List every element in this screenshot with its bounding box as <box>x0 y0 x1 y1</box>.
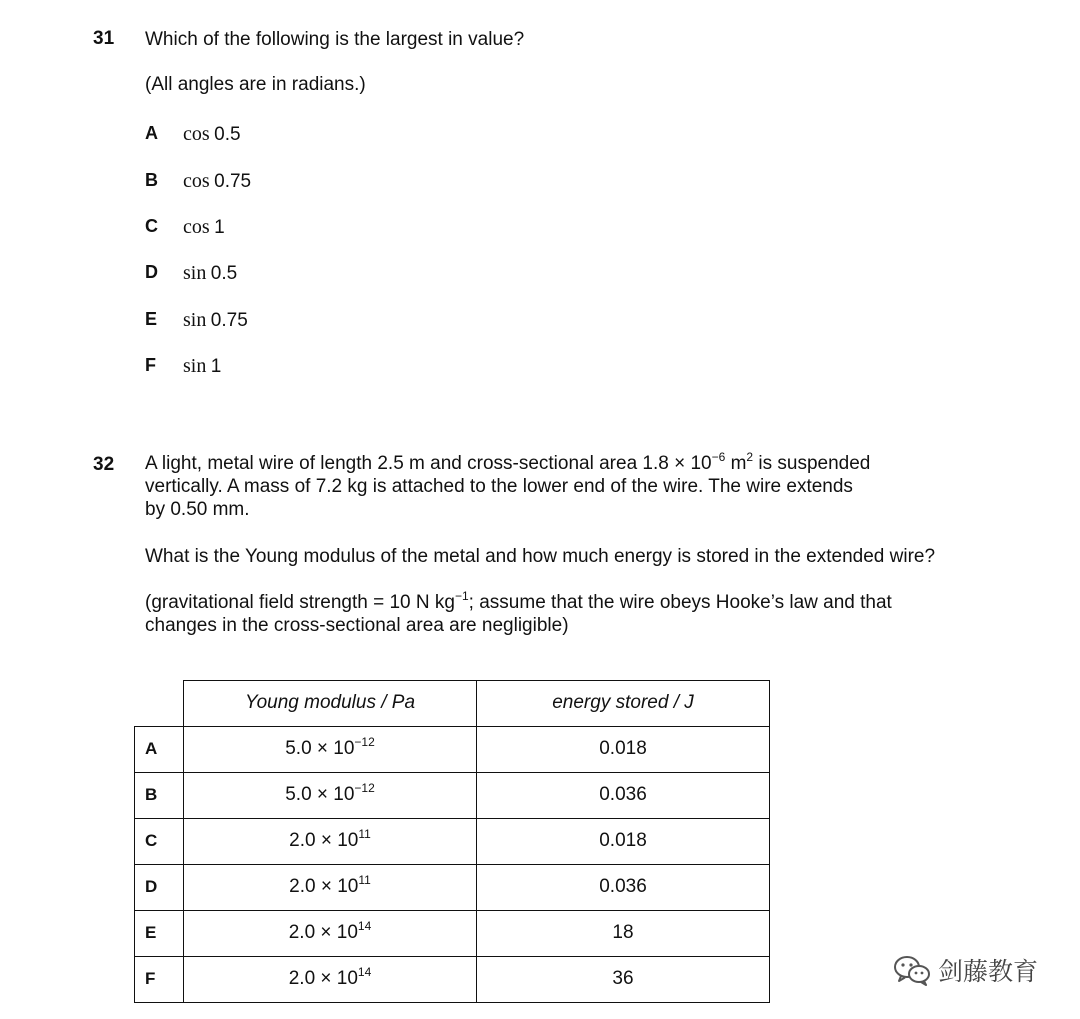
note-exponent: −1 <box>454 588 469 603</box>
option-fn: sin <box>183 355 207 377</box>
energy-cell: 18 <box>477 910 770 956</box>
table-row[interactable] <box>135 956 770 1002</box>
para-unit: m <box>725 453 747 474</box>
option-label: C <box>145 216 158 236</box>
young-modulus-cell: $5.0 \times 10^{-12}$ <box>184 726 477 772</box>
row-label: C <box>135 818 184 864</box>
question-32-note <box>145 588 892 637</box>
option-fn: cos <box>183 123 210 145</box>
young-modulus-cell: $2.0 \times 10^{11}$ <box>184 864 477 910</box>
young-modulus-cell: $2.0 \times 10^{14}$ <box>184 956 477 1002</box>
para-line-2: vertically. A mass of 7.2 kg is attached to the lower end of the wire. The wire extends <box>145 476 853 497</box>
note-text-end: ; assume that the wire obeys Hooke’s law and that <box>468 592 892 613</box>
question-32-number: 32 <box>93 454 115 475</box>
watermark-text: 剑藤教育 <box>938 958 1039 986</box>
option-f[interactable] <box>145 355 222 377</box>
energy-cell: 36 <box>477 956 770 1002</box>
option-d[interactable] <box>145 262 238 284</box>
para-square: 2 <box>746 449 754 464</box>
option-fn: cos <box>183 216 210 238</box>
row-label: E <box>135 910 184 956</box>
energy-cell: 0.018 <box>477 726 770 772</box>
answer-table <box>134 680 770 1003</box>
para-text-end: is suspended <box>753 453 871 474</box>
para-exponent: −6 <box>711 449 726 464</box>
question-32-text: What is the Young modulus of the metal and how much energy is stored in the extended wire? <box>145 546 936 567</box>
option-label: B <box>145 170 158 190</box>
option-arg: 1 <box>210 356 222 377</box>
option-arg: 1 <box>214 217 225 238</box>
table-row[interactable] <box>135 772 770 818</box>
table-row[interactable] <box>135 864 770 910</box>
row-label: D <box>135 864 184 910</box>
option-b[interactable] <box>145 170 252 192</box>
energy-cell: 0.036 <box>477 772 770 818</box>
row-label: F <box>135 956 184 1002</box>
option-e[interactable] <box>145 309 248 331</box>
option-label: E <box>145 309 158 329</box>
table-row[interactable] <box>135 910 770 956</box>
option-fn: sin <box>183 309 207 331</box>
option-label: F <box>145 355 156 375</box>
para-line-3: by 0.50 mm. <box>145 499 250 520</box>
energy-cell: 0.036 <box>477 864 770 910</box>
table-row[interactable] <box>135 726 770 772</box>
table-row[interactable] <box>135 818 770 864</box>
option-arg: 0.75 <box>214 171 252 192</box>
option-arg: 0.5 <box>214 124 241 145</box>
young-modulus-cell: $5.0 \times 10^{-12}$ <box>184 772 477 818</box>
watermark <box>892 952 1038 988</box>
question-32-paragraph <box>145 449 871 521</box>
question-31-number: 31 <box>93 28 115 49</box>
question-31-note: (All angles are in radians.) <box>145 74 366 95</box>
row-label: B <box>135 772 184 818</box>
option-arg: 0.75 <box>210 310 248 331</box>
header-young-modulus: Young modulus / Pa <box>184 681 477 727</box>
option-fn: sin <box>183 262 207 284</box>
option-label: D <box>145 262 158 282</box>
wechat-icon <box>892 954 932 986</box>
option-fn: cos <box>183 170 210 192</box>
header-energy-stored: energy stored / J <box>477 681 770 727</box>
energy-cell: 0.018 <box>477 818 770 864</box>
para-text: A light, metal wire of length 2.5 m and cross-sectional area 1.8 × 10 <box>145 453 712 474</box>
table-corner <box>135 681 184 727</box>
option-label: A <box>145 123 158 143</box>
note-line-2: changes in the cross-sectional area are negligible) <box>145 615 569 636</box>
young-modulus-cell: $2.0 \times 10^{11}$ <box>184 818 477 864</box>
option-c[interactable] <box>145 216 225 238</box>
row-label: A <box>135 726 184 772</box>
question-31-text: Which of the following is the largest in value? <box>145 29 525 50</box>
table-header-row <box>135 681 770 727</box>
option-a[interactable] <box>145 123 241 145</box>
option-arg: 0.5 <box>210 263 238 284</box>
note-text: (gravitational field strength = 10 N kg <box>145 592 455 613</box>
young-modulus-cell: $2.0 \times 10^{14}$ <box>184 910 477 956</box>
